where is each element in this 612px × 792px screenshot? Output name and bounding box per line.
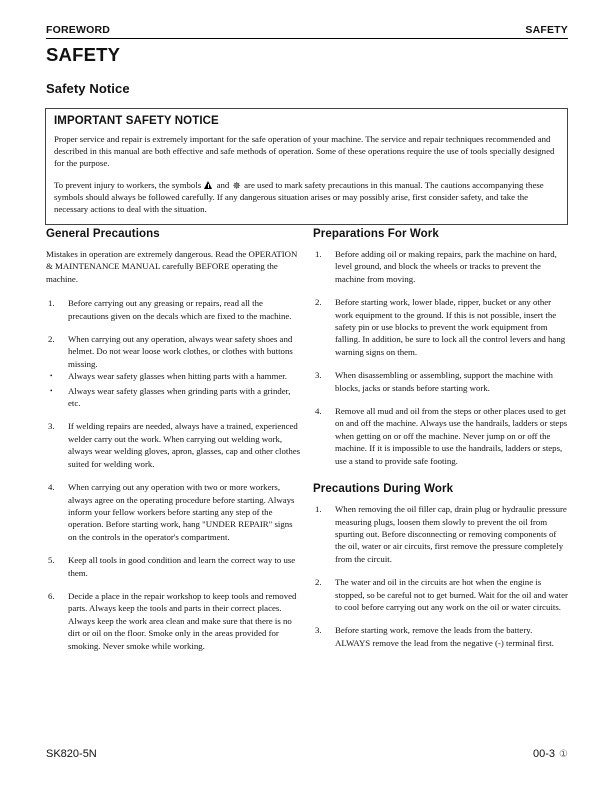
notice-paragraph-1: Proper service and repair is extremely important for the safe operation of your machine. The service and repair techniques recommended and described in this manual are both effective and safe methods of operation. Some of these operations require the use of tools specially designed for the purpose. (54, 134, 555, 168)
notice-paragraph-2-conjunction: and (216, 180, 230, 191)
list-item (313, 576, 568, 613)
list-text: If welding repairs are needed, always have a trained, experienced welder carry out the work. When carrying out welding work, always wear welding gloves, apron, glasses, cap and other clothes suited for welding work. (68, 421, 301, 469)
section-title: Safety Notice (46, 81, 130, 96)
list-marker: 6. (48, 590, 55, 601)
general-precautions-list (46, 297, 301, 652)
header-right-label: SAFETY (525, 24, 568, 36)
list-marker: 1. (315, 249, 322, 259)
list-text: When disassembling or assembling, support the machine with blocks, jacks or stands before starting work. (335, 370, 553, 393)
page-footer (46, 748, 568, 760)
notice-paragraph-2 (54, 180, 559, 215)
notice-title: IMPORTANT SAFETY NOTICE (54, 115, 219, 127)
list-item (46, 333, 301, 370)
list-text: Always wear safety glasses when grinding parts with a grinder, etc. (68, 385, 291, 409)
list-item (313, 369, 568, 394)
list-item (46, 370, 301, 382)
list-text: Before adding oil or making repairs, park the machine on hard, level ground, and block the wheels or tracks to prevent the machine from moving. (335, 249, 557, 284)
list-text: Always wear safety glasses when hitting parts with a hammer. (68, 371, 287, 382)
right-column (313, 228, 568, 660)
general-precautions-heading: General Precautions (46, 228, 160, 240)
important-safety-notice-box (45, 108, 568, 225)
footer-model-label: SK820-5N (46, 748, 97, 760)
list-item (46, 481, 301, 543)
list-marker: • (50, 386, 53, 395)
list-marker: 2. (315, 297, 322, 308)
page-title: SAFETY (46, 44, 121, 65)
list-item (46, 554, 301, 579)
list-text: Before carrying out any greasing or repairs, read all the precautions given on the decals which are fixed to the machine. (68, 298, 292, 321)
list-item (46, 385, 301, 410)
safety-starburst-icon: ✵ (232, 181, 241, 193)
list-marker: 4. (48, 482, 55, 493)
precautions-during-work-list (313, 503, 568, 649)
list-item (313, 624, 568, 649)
list-item (313, 503, 568, 565)
running-header (46, 24, 568, 39)
footer-page-number: 00-3 (533, 748, 556, 760)
preparations-for-work-heading: Preparations For Work (313, 228, 439, 240)
list-text: Before starting work, lower blade, ripper, bucket or any other work equipment to the ground. If this is not possible, insert the safety pin or use blocks to prevent the work equipment from falling. In addition, be sure to lock all the control levers and hang warning signs on them. (335, 297, 566, 357)
list-marker: 2. (48, 334, 55, 345)
list-text: Remove all mud and oil from the steps or other places used to get on and off the machine. Always use the handrails, ladders or steps when getting on or off the machine. Never jump on or off the machine. If it is impossible to use the handrails, ladders or steps, use a stand to provide safe footing. (335, 406, 568, 466)
list-text: When carrying out any operation, always wear safety shoes and helmet. Do not wear loose work clothes, or clothes with buttons missing. (68, 334, 293, 369)
precautions-during-work-heading: Precautions During Work (313, 483, 454, 496)
general-precautions-intro: Mistakes in operation are extremely dangerous. Read the OPERATION & MAINTENANCE MANUAL carefully BEFORE operating the machine. (46, 249, 298, 284)
list-text: Keep all tools in good condition and learn the correct way to use them. (68, 555, 296, 578)
warning-triangle-icon (204, 181, 213, 189)
left-column (46, 228, 301, 663)
list-item (46, 590, 301, 652)
list-text: Decide a place in the repair workshop to keep tools and removed parts. Always keep the tools and parts in their correct places. Always keep the work area clean and make sure that there is no dirt or oil on the floor. Smoke only in the areas provided for smoking. Never smoke while working. (68, 590, 297, 651)
list-marker: 5. (48, 555, 55, 566)
notice-paragraph-2-tail: are used to mark safety precautions in this manual. The cautions accompanying these symbols should always be followed carefully. If any dangerous situation arises or may possibly arise, first consider safety, and take the necessary actions to deal with the situation. (54, 180, 544, 214)
list-marker: 3. (315, 625, 322, 636)
list-item (313, 296, 568, 358)
list-marker: 4. (315, 406, 322, 417)
list-marker: 1. (315, 504, 322, 515)
footer-page-number-group (533, 748, 568, 760)
list-marker: 2. (315, 577, 322, 588)
list-item (313, 405, 568, 467)
list-marker: 1. (48, 298, 55, 309)
list-text: Before starting work, remove the leads from the battery. ALWAYS remove the lead from the negative (-) terminal first. (335, 625, 554, 648)
list-text: When removing the oil filler cap, drain plug or hydraulic pressure measuring plugs, loosen them slowly to prevent the oil from spurting out. Before disconnecting or removing components of the oil, water or air circuits, first remove the pressure completely from the circuit. (335, 504, 567, 564)
list-marker: • (50, 372, 53, 381)
revision-mark-icon: ① (559, 749, 568, 760)
list-marker: 3. (48, 421, 55, 432)
list-item (46, 297, 301, 322)
header-left-label: FOREWORD (46, 24, 111, 36)
list-text: The water and oil in the circuits are hot when the engine is stopped, so be careful not to get burned. Wait for the oil and water to cool before carrying out any work on the oil or water circuits. (335, 577, 568, 612)
list-text: When carrying out any operation with two or more workers, always agree on the operating procedure before starting. Always inform your fellow workers before starting any step of the operation. Before starting work, hang "UNDER REPAIR" signs on the controls in the operator's compartment. (68, 482, 295, 542)
notice-paragraph-2-lead: To prevent injury to workers, the symbols (54, 180, 202, 191)
list-item (46, 420, 301, 470)
list-item (313, 248, 568, 285)
preparations-for-work-list (313, 248, 568, 467)
list-marker: 3. (315, 370, 322, 381)
